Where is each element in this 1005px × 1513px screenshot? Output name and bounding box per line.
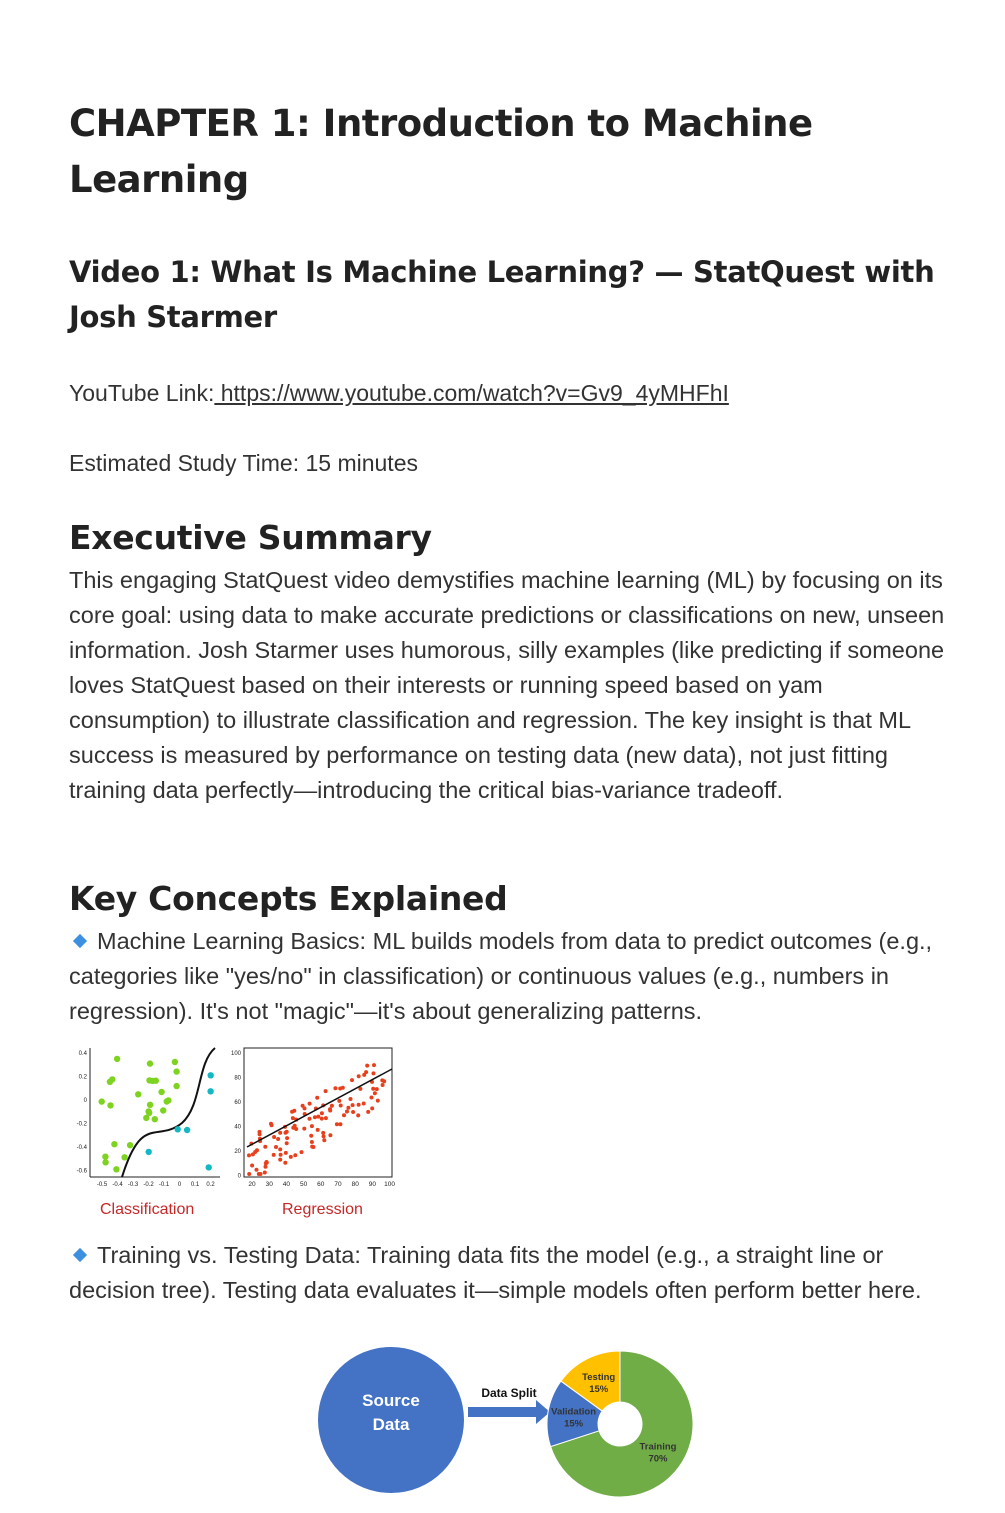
regression-point: [284, 1151, 288, 1155]
classification-point: [158, 1089, 164, 1095]
classification-point: [149, 1078, 155, 1084]
classification-y-tick: -0.6: [76, 1168, 87, 1175]
regression-point: [264, 1165, 268, 1169]
classification-caption: Classification: [100, 1201, 195, 1218]
classification-point: [172, 1059, 178, 1065]
classification-point: [160, 1107, 166, 1113]
regression-point: [250, 1164, 254, 1168]
regression-point: [247, 1153, 251, 1157]
regression-y-tick: 100: [230, 1051, 241, 1057]
regression-point: [372, 1071, 376, 1075]
donut-label-validation: Validation: [551, 1406, 597, 1418]
regression-point: [310, 1124, 314, 1128]
classification-point: [173, 1068, 179, 1074]
regression-point: [380, 1078, 384, 1082]
classification-plot-svg: [72, 1043, 402, 1193]
regression-point: [357, 1074, 361, 1078]
classification-point: [111, 1141, 117, 1147]
classification-point: [107, 1102, 113, 1108]
executive-summary-text: This engaging StatQuest video demystifies machine learning (ML) by focusing on its core goal: using data to make accurate predictions or classifications on new, unseen information. Josh Starmer uses humorous, silly examples (like predicting if someone loves StatQuest based on their interests or running speed based on yam consumption) to illustrate classification and regression. The key insight is that ML success is measured by performance on testing data (new data), not just fitting training data perfectly—introducing the critical bias-variance tradeoff.: [69, 567, 945, 803]
chapter-title: CHAPTER 1: Introduction to Machine Learning: [69, 102, 813, 201]
source-label-line2: Data: [372, 1415, 410, 1434]
regression-point: [350, 1078, 354, 1082]
video-title: Video 1: What Is Machine Learning? — StatQuest with Josh Starmer: [69, 255, 935, 334]
regression-point: [300, 1150, 304, 1154]
classification-point: [114, 1056, 120, 1062]
regression-point: [301, 1104, 305, 1108]
regression-point: [362, 1073, 366, 1077]
regression-point: [278, 1147, 282, 1151]
regression-y-tick: 80: [234, 1075, 241, 1082]
data-split-svg: [318, 1340, 698, 1508]
classification-x-tick: -0.2: [143, 1182, 154, 1188]
regression-point: [372, 1063, 376, 1067]
regression-point: [310, 1140, 314, 1144]
regression-point: [311, 1145, 315, 1149]
arrow-label: Data Split: [481, 1386, 537, 1400]
regression-point: [278, 1158, 282, 1162]
classification-point: [175, 1126, 181, 1132]
classification-point: [99, 1098, 105, 1104]
regression-point: [346, 1106, 350, 1110]
regression-point: [373, 1091, 377, 1095]
donut-value-testing: 15%: [589, 1384, 609, 1396]
regression-point: [337, 1099, 341, 1103]
classification-x-tick: -0.4: [112, 1182, 123, 1188]
classification-x-tick: 0.2: [206, 1182, 215, 1188]
classification-point: [173, 1083, 179, 1089]
regression-point: [263, 1171, 267, 1175]
regression-point: [324, 1089, 328, 1093]
regression-point: [276, 1137, 280, 1141]
regression-y-tick: 60: [234, 1100, 241, 1106]
regression-point: [349, 1097, 353, 1101]
regression-x-tick: 30: [265, 1181, 273, 1188]
regression-point: [291, 1116, 295, 1120]
regression-x-tick: 20: [248, 1181, 256, 1188]
regression-point: [335, 1122, 339, 1126]
regression-point: [247, 1172, 251, 1176]
regression-point: [285, 1141, 289, 1145]
regression-point: [316, 1115, 320, 1119]
regression-point: [316, 1128, 320, 1132]
classification-point: [184, 1127, 190, 1133]
regression-x-tick: 60: [317, 1181, 325, 1188]
regression-x-tick: 90: [368, 1181, 377, 1188]
regression-point: [338, 1122, 342, 1126]
regression-point: [324, 1116, 328, 1120]
regression-point: [257, 1172, 261, 1176]
classification-point: [208, 1072, 214, 1078]
classification-point: [102, 1154, 108, 1160]
donut-value-validation: 15%: [564, 1418, 584, 1430]
classification-point: [127, 1142, 133, 1148]
classification-point: [143, 1115, 149, 1121]
classification-y-tick: 0: [83, 1098, 87, 1104]
classification-point: [135, 1091, 141, 1097]
key-concepts-heading: Key Concepts Explained: [69, 879, 508, 918]
regression-point: [313, 1115, 317, 1119]
donut-value-training: 70%: [648, 1453, 668, 1465]
regression-point: [274, 1145, 278, 1149]
regression-point: [341, 1086, 345, 1090]
regression-point: [320, 1117, 324, 1121]
classification-point: [109, 1076, 115, 1082]
key-concept-text: Machine Learning Basics: ML builds models from data to predict outcomes (e.g., categories like "yes/no" in classification) or continuous values (e.g., numbers in regression). It's not "magic"—it's about generalizing patterns.: [69, 928, 933, 1024]
classification-point: [145, 1108, 151, 1114]
classification-x-tick: -0.1: [158, 1182, 170, 1188]
regression-point: [351, 1110, 355, 1114]
regression-point: [365, 1064, 369, 1068]
regression-point: [322, 1138, 326, 1142]
donut-chart: [547, 1351, 693, 1497]
classification-point: [146, 1149, 152, 1155]
study-time: Estimated Study Time: 15 minutes: [69, 450, 418, 476]
key-concept-text: Training vs. Testing Data: Training data fits the model (e.g., a straight line or decision tree). Testing data evaluates it—simple models often perform better here.: [69, 1242, 922, 1303]
regression-y-tick: 20: [234, 1149, 241, 1155]
donut-label-testing: Testing: [582, 1372, 616, 1384]
regression-point: [339, 1104, 343, 1108]
regression-point: [370, 1096, 374, 1100]
classification-point: [165, 1097, 171, 1103]
classification-x-tick: -0.5: [96, 1182, 108, 1188]
regression-point: [366, 1110, 370, 1114]
classification-x-tick: 0.1: [190, 1182, 200, 1188]
regression-point: [285, 1136, 289, 1140]
regression-point: [345, 1110, 349, 1114]
regression-point: [283, 1161, 287, 1165]
regression-point: [265, 1160, 269, 1164]
regression-plot: [231, 1048, 395, 1188]
key-concept-item: [69, 1238, 969, 1308]
regression-point: [292, 1109, 296, 1113]
regression-point: [371, 1087, 375, 1091]
regression-point: [272, 1135, 276, 1139]
regression-point: [333, 1086, 337, 1090]
regression-point: [258, 1132, 262, 1136]
regression-y-tick: 40: [234, 1124, 241, 1131]
regression-point: [293, 1124, 297, 1128]
regression-point: [278, 1131, 282, 1135]
regression-point: [309, 1134, 313, 1138]
executive-summary-heading: Executive Summary: [69, 518, 432, 557]
classification-point: [206, 1164, 212, 1170]
regression-point: [376, 1099, 380, 1103]
regression-point: [315, 1096, 319, 1100]
classification-y-tick: -0.2: [76, 1121, 87, 1128]
regression-x-tick: 80: [351, 1181, 359, 1188]
data-split-arrow: [468, 1400, 550, 1424]
classification-x-tick: -0.3: [127, 1182, 139, 1188]
classification-plot: [77, 1048, 220, 1188]
regression-point: [269, 1122, 273, 1126]
regression-point: [263, 1145, 267, 1149]
source-label-line1: Source: [362, 1391, 420, 1410]
regression-point: [308, 1102, 312, 1106]
classification-point: [152, 1116, 158, 1122]
regression-point: [302, 1127, 306, 1131]
regression-point: [357, 1103, 361, 1107]
diamond-bullet-icon: [73, 1248, 87, 1262]
youtube-link[interactable]: https://www.youtube.com/watch?v=Gv9_4yMHFhI: [214, 380, 729, 406]
regression-point: [351, 1103, 355, 1107]
regression-point: [255, 1168, 259, 1172]
regression-point: [272, 1153, 276, 1157]
regression-point: [330, 1104, 334, 1108]
regression-point: [375, 1087, 379, 1091]
regression-point: [342, 1113, 346, 1117]
regression-point: [320, 1111, 324, 1115]
classification-y-tick: 0.2: [78, 1074, 87, 1081]
regression-point: [279, 1153, 283, 1157]
data-split-figure: [318, 1340, 698, 1508]
donut-label-training: Training: [639, 1441, 677, 1453]
classification-x-tick: 0: [177, 1182, 182, 1188]
diamond-bullet-icon: [73, 934, 87, 948]
classification-y-tick: 0.4: [78, 1051, 87, 1057]
regression-caption: Regression: [282, 1201, 363, 1218]
regression-point: [321, 1131, 325, 1135]
regression-point: [285, 1130, 289, 1134]
regression-point: [356, 1113, 360, 1117]
classification-point: [207, 1088, 213, 1094]
regression-point: [328, 1109, 332, 1113]
classification-point: [121, 1154, 127, 1160]
youtube-link-label: YouTube Link:: [69, 380, 215, 406]
classification-point: [102, 1159, 108, 1165]
regression-y-tick: 0: [237, 1173, 241, 1180]
regression-point: [328, 1133, 332, 1137]
regression-point: [370, 1106, 374, 1110]
classification-y-tick: -0.4: [76, 1145, 87, 1151]
regression-x-tick: 50: [299, 1181, 308, 1188]
regression-point: [322, 1134, 326, 1138]
classification-point: [147, 1102, 153, 1108]
regression-point: [251, 1152, 255, 1156]
decision-boundary-curve: [122, 1048, 215, 1177]
regression-point: [293, 1153, 297, 1157]
regression-x-tick: 100: [384, 1181, 396, 1188]
regression-point: [381, 1083, 385, 1087]
regression-point: [289, 1155, 293, 1159]
classification-point: [147, 1060, 153, 1066]
regression-x-tick: 40: [282, 1181, 291, 1188]
classification-point: [113, 1166, 119, 1172]
key-concept-item: [69, 924, 969, 1029]
regression-point: [362, 1102, 366, 1106]
regression-point: [308, 1117, 312, 1121]
youtube-link-line: [69, 377, 729, 409]
regression-x-tick: 70: [334, 1181, 342, 1188]
classification-regression-figure: [72, 1043, 402, 1228]
